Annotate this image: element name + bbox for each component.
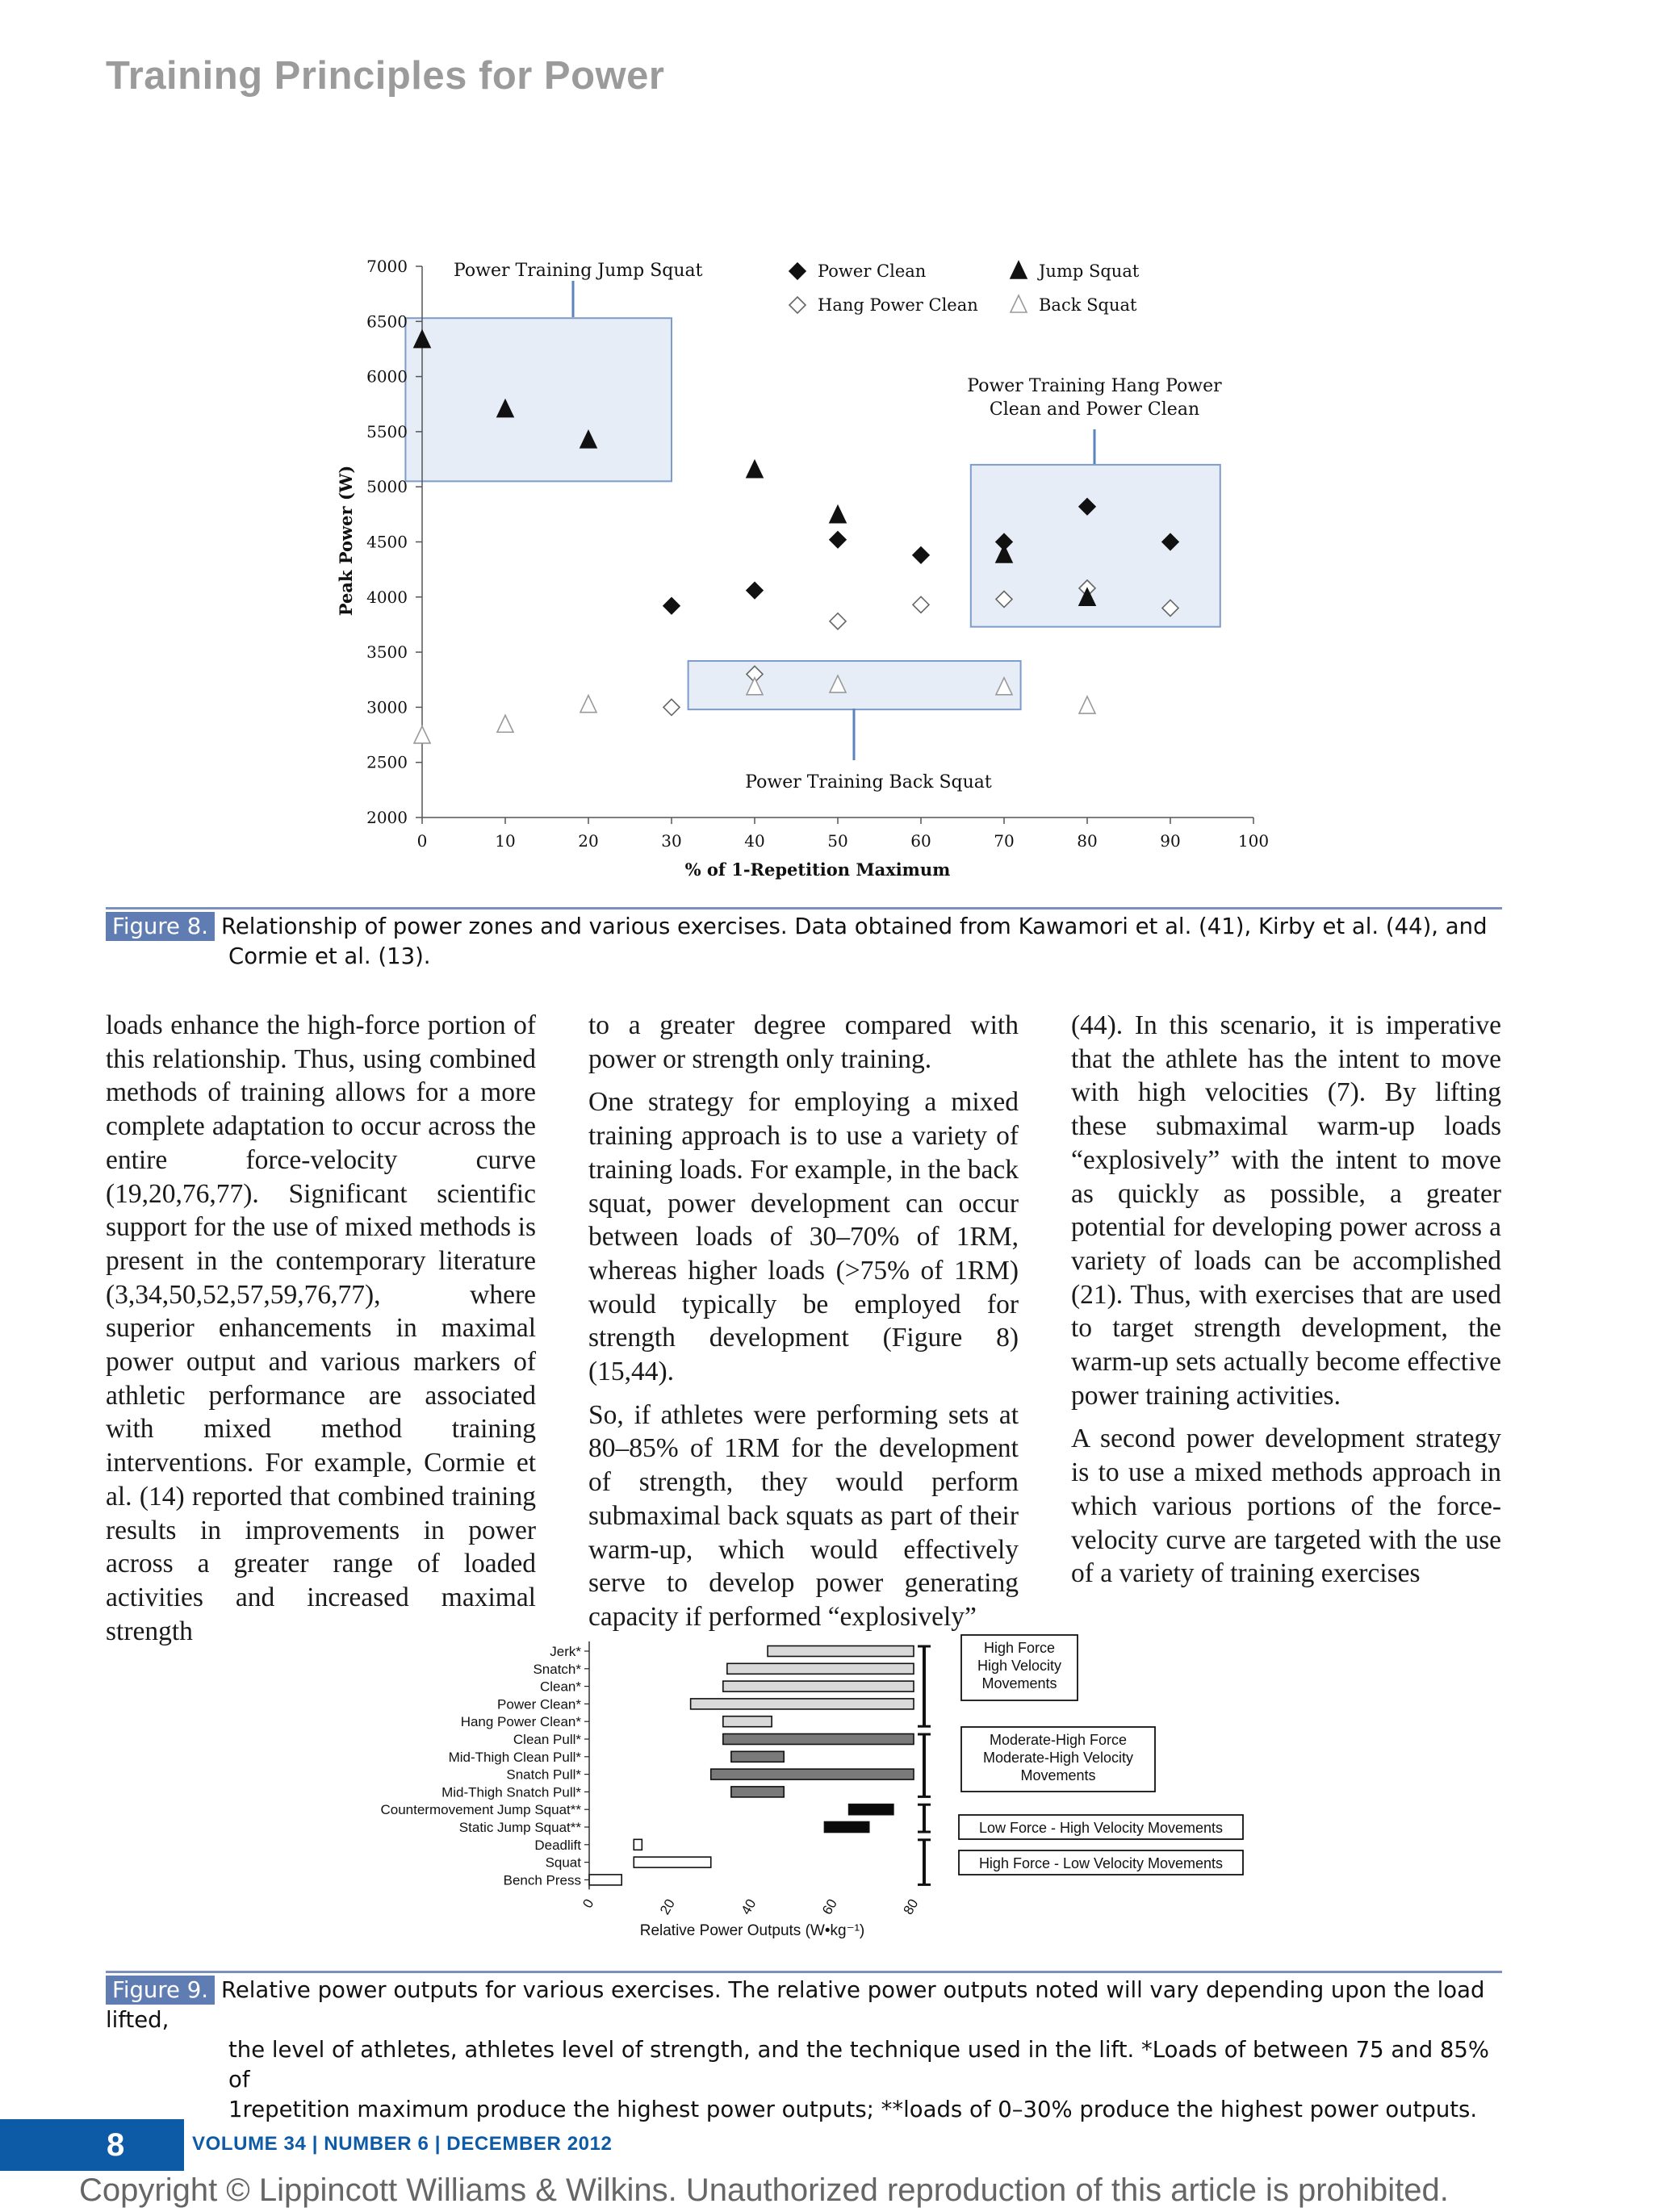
group-label: Low Force - High Velocity Movements (978, 1820, 1224, 1836)
figure-8-label: Figure 8. (106, 912, 215, 941)
x-tick-label: 30 (661, 831, 682, 851)
x-axis-label: Relative Power Outputs (W•kg⁻¹) (639, 1922, 865, 1939)
legend-marker-jump-squat (1011, 261, 1027, 278)
back-squat-point (414, 726, 430, 743)
y-tick-label: 3000 (366, 697, 408, 717)
power-clean-point (830, 532, 846, 548)
hang-power-clean-point (830, 613, 846, 629)
group-label: Moderate-High Velocity (982, 1750, 1134, 1766)
bar-label: Clean Pull* (513, 1732, 581, 1747)
legend-label: Jump Squat (1039, 261, 1140, 281)
figure-9-caption-line1: Relative power outputs for various exercises. The relative power outputs noted will vary depending upon the load lifted, (106, 1977, 1485, 2033)
power-clean-point (747, 583, 763, 599)
group-label: High Force (983, 1640, 1056, 1656)
bar-label: Bench Press (503, 1872, 581, 1888)
y-tick-label: 2500 (366, 752, 408, 772)
bar-countermovement-jump-squat (849, 1804, 893, 1815)
x-tick-label: 40 (744, 831, 765, 851)
hang-power-clean-point (663, 699, 680, 715)
paragraph: (44). In this scenario, it is imperative that the athlete has the intent to move with high velocities (7). By lifting these submaximal warm-up loads “explosively” with the intent to move as quickly as possible, a greater potential for developing power across a variety of loads can be accomplished (21). Thus, with exercises that are used to target strength development, the warm-up sets actually become effective power training activities. (1071, 1010, 1501, 1411)
y-tick-label: 4500 (366, 532, 408, 552)
bar-label: Static Jump Squat** (458, 1820, 581, 1835)
paragraph: to a greater degree compared with power or strength only training. (588, 1010, 1019, 1074)
x-tick-label: 50 (827, 831, 848, 851)
y-tick-label: 5000 (366, 477, 408, 497)
figure-8-scatter-chart (307, 242, 1324, 888)
paragraph: loads enhance the high-force portion of this relationship. Thus, using combined methods of training allows for a more complete adaptation to occur across the entire force-velocity curve (19,20,76,77). Significant scientific support for the use of mixed methods is present in the contemporary literature (3,34,50,52,57,59,76,77), where superior enhancements in maximal power output and various markers of athletic performance are associated with mixed method training interventions. For example, Cormie et al. (14) reported that combined training results in improvements in power across a greater range of loaded activities and increased maximal strength (106, 1010, 536, 1646)
hang-power-clean-point (913, 596, 929, 613)
bar-label: Mid-Thigh Clean Pull* (448, 1749, 581, 1765)
y-tick-label: 6000 (366, 366, 408, 387)
group-label: High Velocity (977, 1658, 1062, 1674)
body-column-1 (106, 1009, 536, 1658)
bar-label: Squat (545, 1854, 581, 1871)
figure-9-caption-rule (106, 1971, 1502, 1973)
x-tick-label: 70 (994, 831, 1015, 851)
y-tick-label: 5500 (366, 421, 408, 441)
bar-clean-pull (723, 1734, 914, 1745)
x-tick-label: 60 (910, 831, 931, 851)
page-title: Training Principles for Power (106, 54, 665, 98)
bar-bench-press (589, 1875, 621, 1885)
x-tick-label: 90 (1160, 831, 1181, 851)
bar-label: Hang Power Clean* (460, 1714, 581, 1730)
x-tick-label: 20 (657, 1896, 678, 1917)
x-tick-label: 20 (578, 831, 599, 851)
bar-label: Clean* (539, 1679, 581, 1695)
legend-marker-back-squat (1011, 295, 1027, 312)
y-tick-label: 4000 (366, 587, 408, 607)
page-number-badge (0, 2119, 184, 2171)
bar-static-jump-squat (824, 1822, 868, 1833)
x-tick-label: 100 (1237, 831, 1270, 851)
figure-8-caption-line2: Cormie et al. (13). (228, 943, 431, 969)
x-tick-label: 80 (900, 1896, 922, 1917)
bar-label: Power Clean* (497, 1696, 581, 1712)
legend-label: Power Clean (818, 261, 927, 281)
bar-squat (634, 1857, 710, 1867)
y-tick-label: 2000 (366, 808, 408, 827)
x-axis-label: % of 1-Repetition Maximum (684, 859, 951, 880)
figure-9-label: Figure 9. (106, 1976, 215, 2005)
bar-label: Snatch* (533, 1661, 581, 1677)
jump-squat-point (747, 461, 763, 478)
power-clean-point (663, 598, 680, 614)
group-label: Movements (981, 1675, 1057, 1691)
bar-power-clean (691, 1699, 914, 1709)
figure-9-caption-line2: the level of athletes, athletes level of strength, and the technique used in the lift. *Loads of between 75 and 85% of (228, 2037, 1490, 2093)
power-clean-point (913, 547, 929, 563)
y-axis-label: Peak Power (W) (336, 465, 356, 617)
bar-snatch-pull (711, 1769, 914, 1779)
jump-squat-point (830, 506, 846, 523)
body-column-2 (588, 1009, 1019, 1644)
annotation-back-squat-zone: Power Training Back Squat (745, 772, 992, 792)
bar-snatch (727, 1663, 914, 1674)
bar-mid-thigh-snatch-pull (731, 1787, 784, 1797)
body-column-3 (1071, 1009, 1501, 1600)
back-squat-point (580, 696, 596, 713)
paragraph: A second power development strategy is to use a mixed methods approach in which various portions of the force-velocity curve are targeted with the use of a variety of training exercises (1071, 1424, 1501, 1589)
bar-jerk (768, 1646, 914, 1657)
copyright-notice: Copyright © Lippincott Williams & Wilkins. Unauthorized reproduction of this article is prohibited. (79, 2172, 1449, 2208)
y-tick-label: 6500 (366, 312, 408, 332)
x-tick-label: 10 (495, 831, 516, 851)
bar-hang-power-clean (723, 1716, 772, 1727)
chart-bars (589, 1646, 914, 1885)
y-tick-label: 3500 (366, 642, 408, 663)
legend-marker-hang-power-clean (789, 297, 806, 313)
power-zone-2 (688, 661, 1021, 709)
figure-9-caption-line3: 1repetition maximum produce the highest power outputs; **loads of 0–30% produce the highest power outputs. (228, 2097, 1478, 2122)
back-squat-point (1079, 696, 1095, 713)
figure-8-caption-line1: Relationship of power zones and various exercises. Data obtained from Kawamori et al. (41), Kirby et al. (44), and (220, 914, 1488, 939)
legend-label: Back Squat (1039, 295, 1137, 315)
paragraph: So, if athletes were performing sets at 80–85% of 1RM for the development of strength, they would perform submaximal back squats as part of their warm-up, which would effectively serve to develop power generating capacity if performed “explosively” (588, 1399, 1019, 1632)
group-label: Movements (1020, 1767, 1096, 1783)
annotation-clean-zone-line2: Clean and Power Clean (989, 399, 1200, 420)
bar-clean (723, 1681, 914, 1691)
back-squat-point (497, 715, 513, 732)
x-tick-label: 60 (819, 1896, 840, 1917)
power-zone-0 (405, 318, 672, 481)
bar-label: Snatch Pull* (506, 1767, 581, 1783)
x-tick-label: 80 (1077, 831, 1098, 851)
y-tick-label: 7000 (366, 257, 408, 276)
figure-9-bar-chart (307, 1630, 1275, 1969)
bar-deadlift (634, 1839, 642, 1850)
x-tick-label: 0 (580, 1896, 597, 1911)
figure-9-caption (106, 1976, 1502, 2125)
chart-group-labels (918, 1635, 1243, 1884)
bar-label: Countermovement Jump Squat** (380, 1802, 581, 1818)
figure-8-caption (106, 912, 1502, 972)
bar-label: Jerk* (550, 1644, 581, 1659)
figure-8-caption-rule (106, 907, 1502, 909)
legend-label: Hang Power Clean (818, 295, 978, 315)
group-label: High Force - Low Velocity Movements (978, 1855, 1224, 1871)
paragraph: One strategy for employing a mixed training approach is to use a variety of training loads. For example, in the back squat, power development can occur between loads of 30–70% of 1RM, whereas higher loads (>75% of 1RM) would typically be employed for strength development (Figure 8) (15,44). (588, 1087, 1019, 1387)
legend-marker-power-clean (789, 263, 806, 279)
bar-mid-thigh-clean-pull (731, 1751, 784, 1762)
bar-label: Deadlift (534, 1837, 581, 1853)
annotation-jump-squat-zone: Power Training Jump Squat (454, 261, 703, 281)
x-tick-label: 40 (738, 1896, 760, 1917)
chart-legend (789, 261, 1140, 315)
annotation-clean-zone-line1: Power Training Hang Power (967, 376, 1222, 396)
bar-label: Mid-Thigh Snatch Pull* (441, 1784, 581, 1800)
issue-info: VOLUME 34 | NUMBER 6 | DECEMBER 2012 (192, 2133, 613, 2155)
x-tick-label: 0 (416, 831, 428, 851)
page-number: 8 (107, 2127, 125, 2163)
group-label: Moderate-High Force (989, 1732, 1128, 1748)
